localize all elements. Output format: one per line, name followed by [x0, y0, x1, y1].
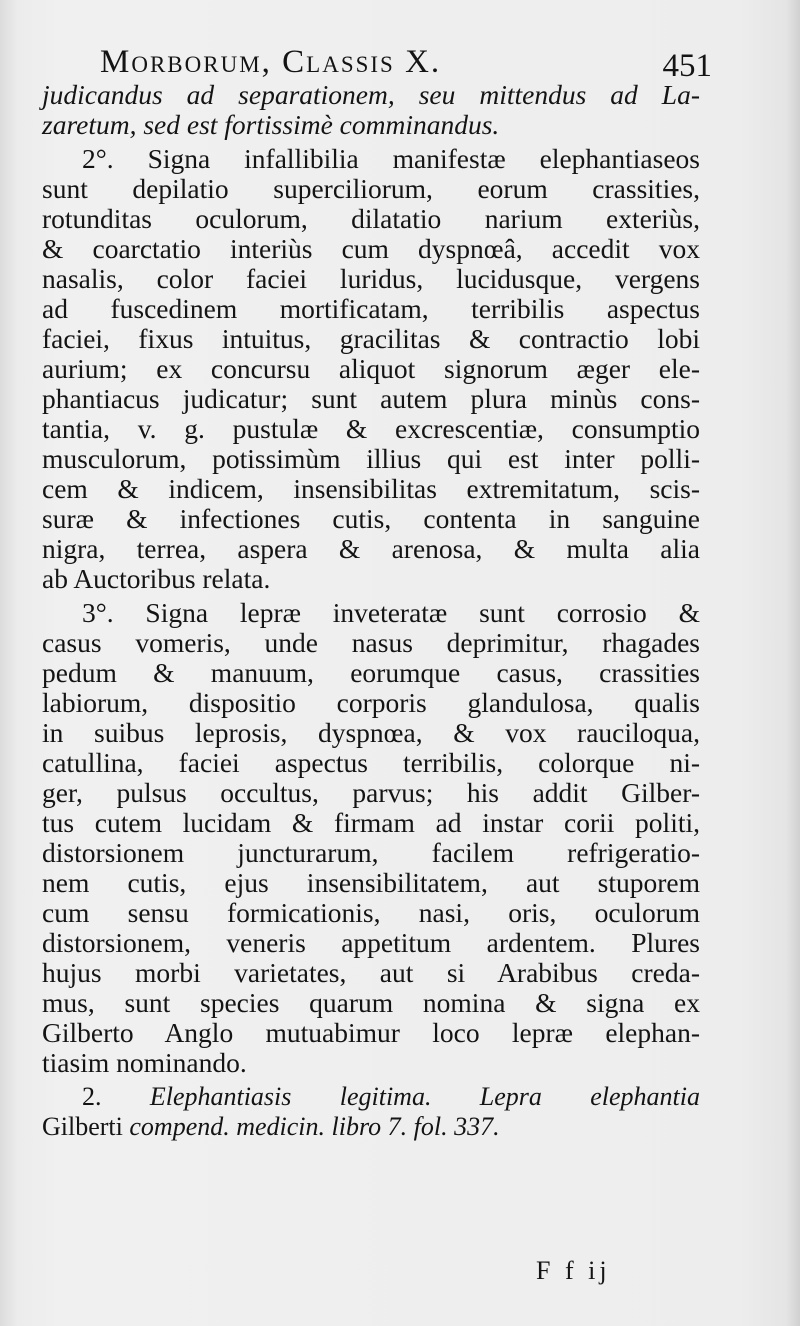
text-line: in suibus leprosis, dyspnœa, & vox rauciloqua,: [42, 717, 700, 748]
reference-line-1: [42, 1082, 700, 1112]
page-edge-shadow: [786, 0, 800, 1326]
text-line: pedum & manuum, eorumque casus, crassities: [42, 657, 700, 688]
text-line: cem & indicem, insensibilitas extremitatum, scis-: [42, 473, 700, 504]
running-title: Morborum, Classis X.: [100, 44, 442, 80]
signature-mark: F f ij: [536, 1256, 611, 1285]
text-line: rotunditas oculorum, dilatatio narium exteriùs,: [42, 203, 700, 234]
text-line: 3°. Signa lepræ inveteratæ sunt corrosio &: [82, 597, 700, 628]
text-line: casus vomeris, unde nasus deprimitur, rhagades: [42, 627, 700, 658]
text-line: zaretum, sed est fortissimè comminandus.: [42, 109, 500, 140]
text-line: labiorum, dispositio corporis glandulosa, qualis: [42, 687, 700, 718]
reference-author: Gilberti: [42, 1112, 123, 1141]
text-line: ab Auctoribus relata.: [42, 563, 271, 594]
reference-title: Elephantiasis legitima.: [149, 1082, 432, 1111]
reference-synonym: Lepra elephantia: [479, 1082, 701, 1111]
text-line: mus, sunt species quarum nomina & signa ex: [42, 987, 700, 1018]
text-line: phantiacus judicatur; sunt autem plura minùs cons-: [42, 383, 700, 414]
text-line: & coarctatio interiùs cum dyspnœâ, accedit vox: [42, 233, 700, 264]
text-line: distorsionem juncturarum, facilem refrigeratio-: [42, 837, 700, 868]
text-line: cum sensu formicationis, nasi, oris, oculorum: [42, 897, 700, 928]
body-text: [42, 80, 700, 1142]
page-number: 451: [662, 48, 712, 84]
reference-number: 2.: [82, 1082, 102, 1111]
text-line: Gilberto Anglo mutuabimur loco lepræ elephan-: [42, 1017, 700, 1048]
text-line: musculorum, potissimùm illius qui est inter polli-: [42, 443, 700, 474]
text-line: tiasim nominando.: [42, 1047, 247, 1078]
text-line: nigra, terrea, aspera & arenosa, & multa alia: [42, 533, 700, 564]
text-line: tus cutem lucidam & firmam ad instar corii politi,: [42, 807, 700, 838]
reference-citation: compend. medicin. libro 7. fol. 337.: [129, 1112, 500, 1141]
text-line: aurium; ex concursu aliquot signorum æger ele-: [42, 353, 700, 384]
text-line: ger, pulsus occultus, parvus; his addit Gilber-: [42, 777, 700, 808]
text-line: suræ & infectiones cutis, contenta in sanguine: [42, 503, 700, 534]
text-line: hujus morbi varietates, aut si Arabibus creda-: [42, 957, 700, 988]
text-line: 2°. Signa infallibilia manifestæ elephantiaseos: [82, 143, 700, 174]
text-line: faciei, fixus intuitus, gracilitas & contractio lobi: [42, 323, 700, 354]
text-line: distorsionem, veneris appetitum ardentem. Plures: [42, 927, 700, 958]
reference-line-2: [42, 1112, 700, 1142]
text-line: tantia, v. g. pustulæ & excrescentiæ, consumptio: [42, 413, 700, 444]
text-line: catullina, faciei aspectus terribilis, colorque ni-: [42, 747, 700, 778]
text-line: nem cutis, ejus insensibilitatem, aut stuporem: [42, 867, 700, 898]
text-line: sunt depilatio superciliorum, eorum crassities,: [42, 173, 700, 204]
text-line: judicandus ad separationem, seu mittendus ad La-: [42, 79, 700, 110]
text-line: ad fuscedinem mortificatam, terribilis aspectus: [42, 293, 700, 324]
text-line: nasalis, color faciei luridus, lucidusque, vergens: [42, 263, 700, 294]
